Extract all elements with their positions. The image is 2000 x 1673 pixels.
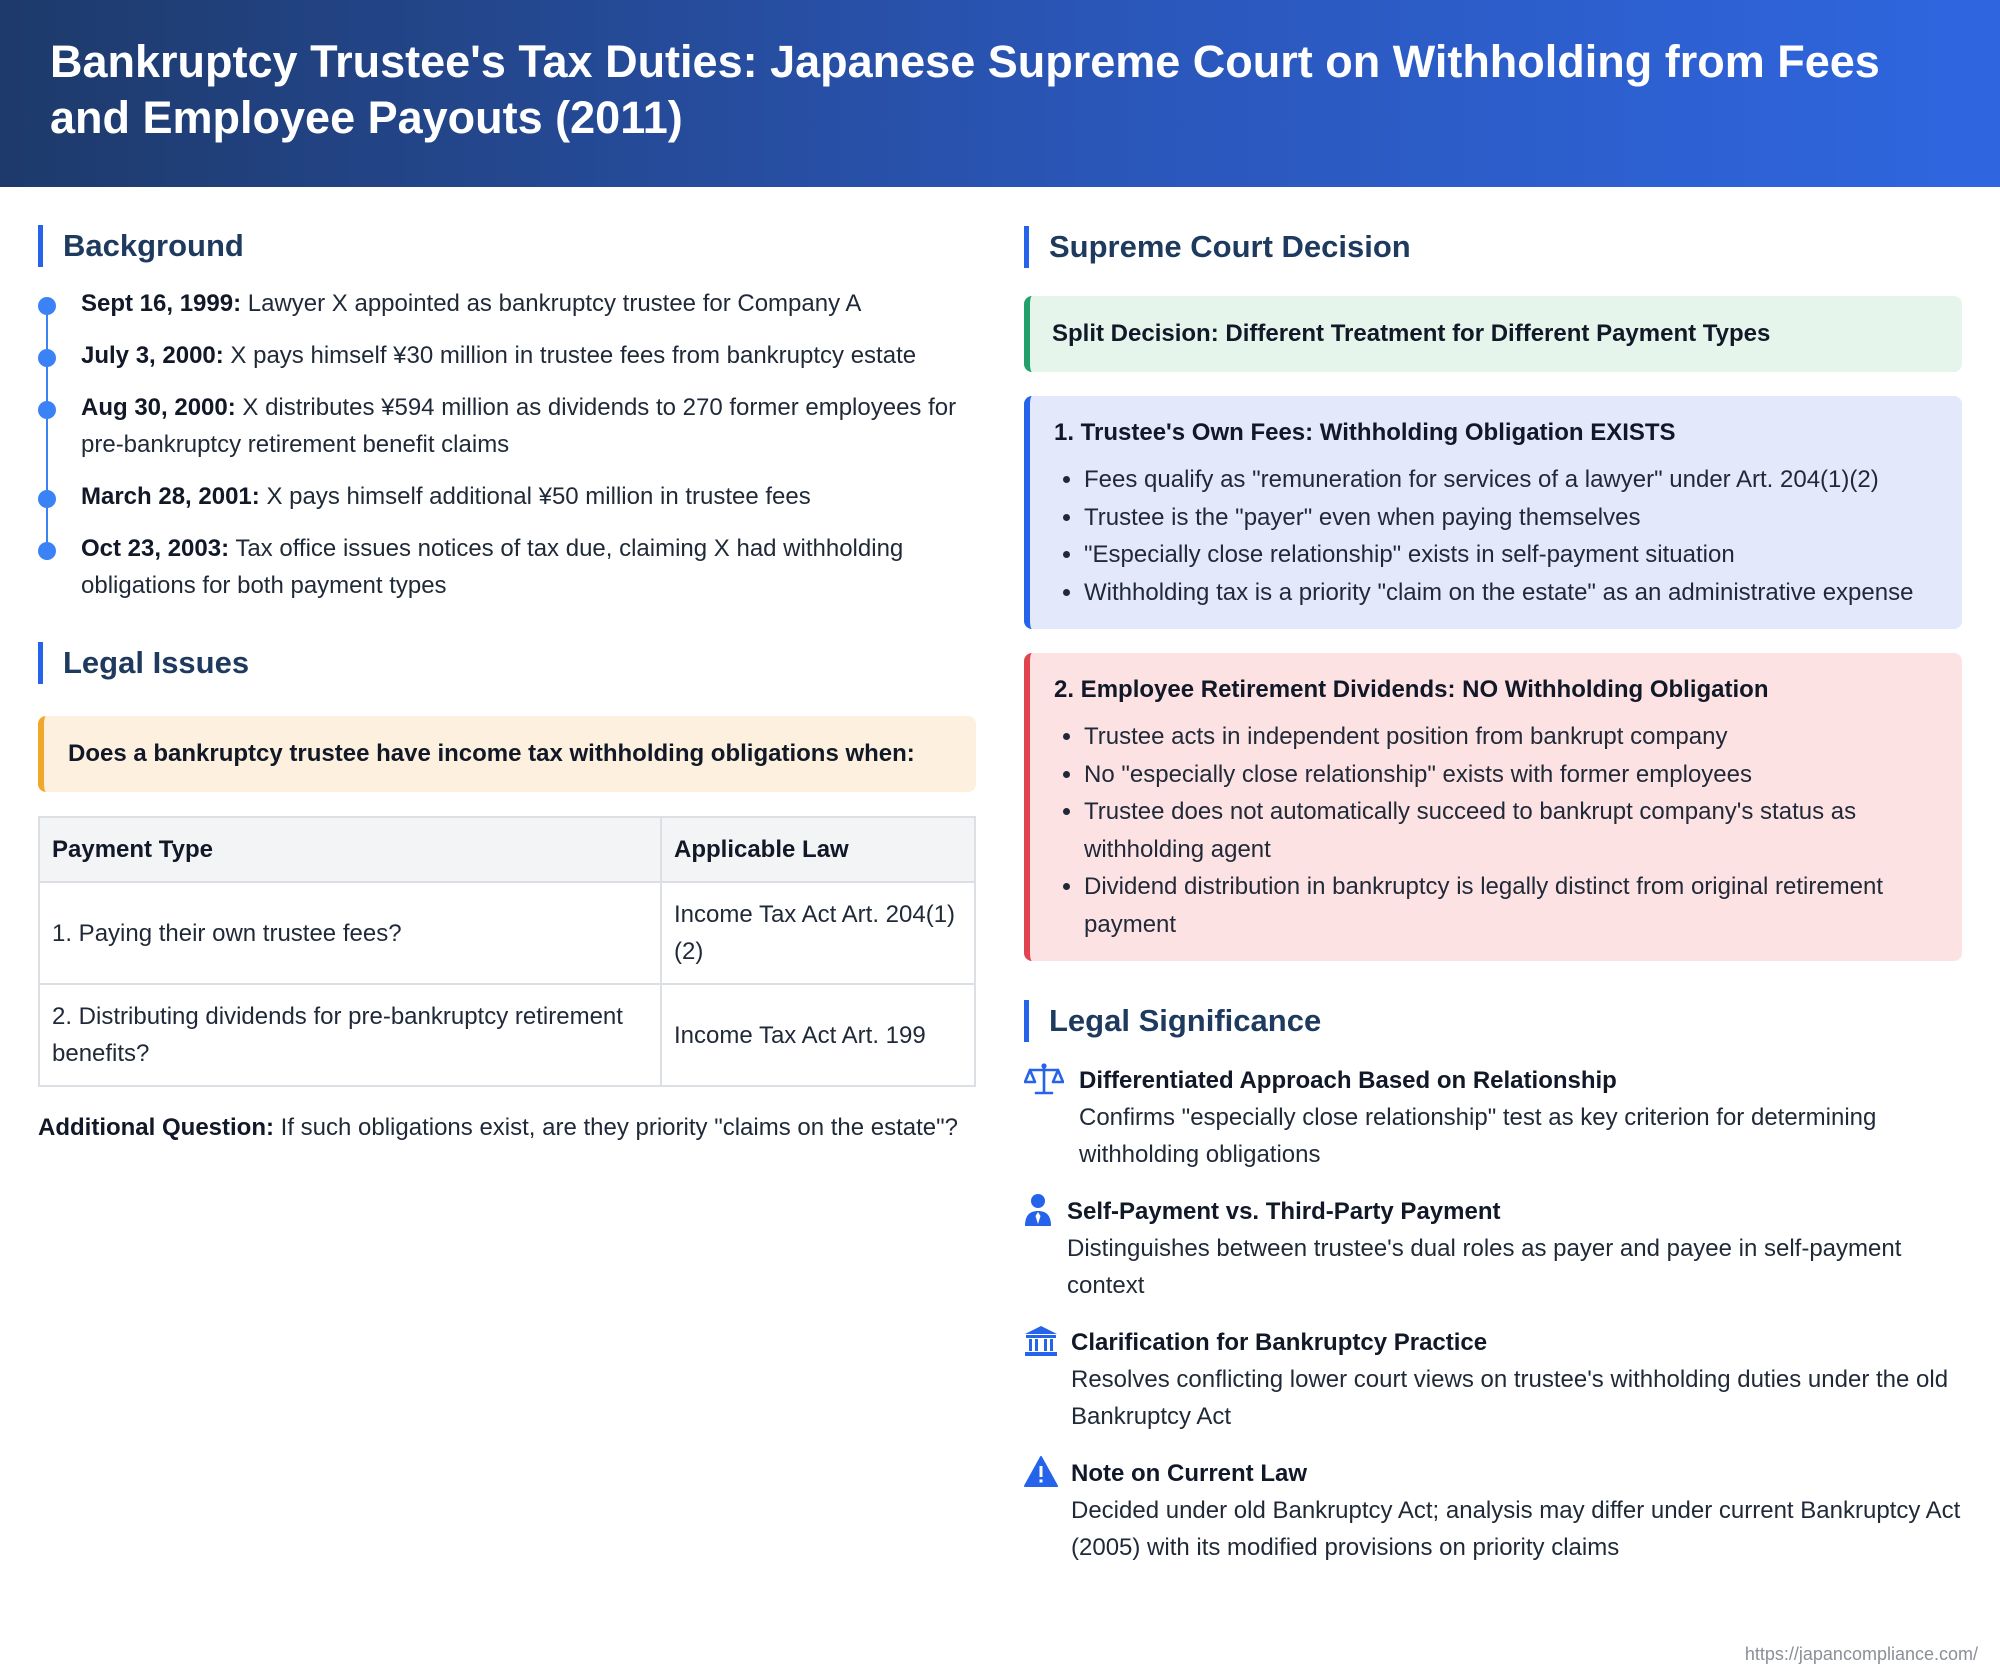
dividends-holding-title: 2. Employee Retirement Dividends: NO Withholding Obligation xyxy=(1054,676,1769,703)
institution-icon xyxy=(1024,1324,1064,1360)
decision-heading: Supreme Court Decision xyxy=(1024,226,1962,268)
timeline-date: Aug 30, 2000: xyxy=(81,394,236,421)
timeline-item xyxy=(38,285,976,322)
list-item: • Trustee does not automatically succeed to bankrupt company's status as withholding agent xyxy=(1084,793,1940,868)
list-item: • No "especially close relationship" exists with former employees xyxy=(1084,756,1940,794)
table-cell: 2. Distributing dividends for pre-bankruptcy retirement benefits? xyxy=(39,984,661,1086)
significance-title: Clarification for Bankruptcy Practice xyxy=(1071,1329,1488,1356)
timeline-dot-icon xyxy=(38,542,56,560)
list-item: • Dividend distribution in bankruptcy is legally distinct from original retirement payment xyxy=(1084,868,1940,943)
timeline-dot-icon xyxy=(38,349,56,367)
fees-holding-title: 1. Trustee's Own Fees: Withholding Obligation EXISTS xyxy=(1054,419,1676,446)
column-header-applicable-law: Applicable Law xyxy=(661,817,975,882)
table-row xyxy=(39,984,975,1086)
list-item: • Fees qualify as "remuneration for services of a lawyer" under Art. 204(1)(2) xyxy=(1084,461,1940,499)
payment-law-table xyxy=(38,816,976,1087)
timeline-item xyxy=(38,389,976,463)
significance-text: Distinguishes between trustee's dual roles as payer and payee in self-payment context xyxy=(1067,1235,1902,1299)
timeline-dot-icon xyxy=(38,401,56,419)
timeline-dot-icon xyxy=(38,490,56,508)
list-item: • Withholding tax is a priority "claim on the estate" as an administrative expense xyxy=(1084,574,1940,612)
page-title: Bankruptcy Trustee's Tax Duties: Japanese Supreme Court on Withholding from Fees and Employee Payouts (2011) xyxy=(50,36,1880,143)
significance-heading: Legal Significance xyxy=(1024,1000,1962,1042)
significance-text: Resolves conflicting lower court views on trustee's withholding duties under the old Bankruptcy Act xyxy=(1071,1366,1949,1430)
table-cell: Income Tax Act Art. 199 xyxy=(661,984,975,1086)
significance-item xyxy=(1024,1324,1962,1435)
additional-question xyxy=(38,1109,976,1146)
timeline-text: X pays himself additional ¥50 million in trustee fees xyxy=(259,483,811,510)
column-header-payment-type: Payment Type xyxy=(39,817,661,882)
legal-question-callout: Does a bankruptcy trustee have income tax withholding obligations when: xyxy=(38,716,976,792)
additional-question-text: If such obligations exist, are they priority "claims on the estate"? xyxy=(273,1114,959,1141)
legal-issues-heading: Legal Issues xyxy=(38,642,976,684)
significance-item xyxy=(1024,1062,1962,1173)
list-item: • Trustee is the "payer" even when paying themselves xyxy=(1084,499,1940,537)
timeline-item xyxy=(38,337,976,374)
timeline-date: March 28, 2001: xyxy=(81,483,260,510)
timeline-item xyxy=(38,478,976,515)
background-heading: Background xyxy=(38,225,976,267)
timeline-text: Lawyer X appointed as bankruptcy trustee for Company A xyxy=(241,290,862,317)
scale-icon xyxy=(1024,1062,1064,1098)
page-header xyxy=(0,0,2000,187)
table-cell: 1. Paying their own trustee fees? xyxy=(39,882,661,984)
significance-item xyxy=(1024,1193,1962,1304)
list-item: • Trustee acts in independent position from bankrupt company xyxy=(1084,718,1940,756)
list-item: • "Especially close relationship" exists in self-payment situation xyxy=(1084,536,1940,574)
significance-text: Confirms "especially close relationship" test as key criterion for determining withholding obligations xyxy=(1079,1104,1877,1168)
table-header-row xyxy=(39,817,975,882)
timeline-dot-icon xyxy=(38,297,56,315)
timeline xyxy=(38,285,976,604)
timeline-text: X pays himself ¥30 million in trustee fees from bankruptcy estate xyxy=(223,342,917,369)
timeline-date: Sept 16, 1999: xyxy=(81,290,242,317)
significance-text: Decided under old Bankruptcy Act; analysis may differ under current Bankruptcy Act (2005) with its modified provisions on priority claims xyxy=(1071,1497,1961,1561)
decision-summary-callout: Split Decision: Different Treatment for Different Payment Types xyxy=(1024,296,1962,372)
right-column xyxy=(1024,187,1962,1566)
fees-holding-card xyxy=(1024,396,1962,629)
significance-title: Differentiated Approach Based on Relationship xyxy=(1079,1067,1617,1094)
significance-item xyxy=(1024,1455,1962,1566)
timeline-text: X distributes ¥594 million as dividends to 270 former employees for pre-bankruptcy retirement benefit claims xyxy=(81,394,957,458)
timeline-date: Oct 23, 2003: xyxy=(81,535,230,562)
dividends-holding-card xyxy=(1024,653,1962,961)
user-tie-icon xyxy=(1024,1193,1064,1229)
table-row xyxy=(39,882,975,984)
timeline-text: Tax office issues notices of tax due, claiming X had withholding obligations for both payment types xyxy=(81,535,904,599)
dividends-holding-list xyxy=(1054,718,1940,943)
table-cell: Income Tax Act Art. 204(1)(2) xyxy=(661,882,975,984)
fees-holding-list xyxy=(1054,461,1940,611)
timeline-date: July 3, 2000: xyxy=(81,342,224,369)
timeline-item xyxy=(38,530,976,604)
significance-title: Note on Current Law xyxy=(1071,1460,1308,1487)
left-column xyxy=(38,187,976,1146)
significance-title: Self-Payment vs. Third-Party Payment xyxy=(1067,1198,1501,1225)
source-url: https://japancompliance.com/ xyxy=(1744,1644,1978,1664)
warning-icon xyxy=(1024,1455,1064,1491)
additional-question-label: Additional Question: xyxy=(38,1114,274,1141)
